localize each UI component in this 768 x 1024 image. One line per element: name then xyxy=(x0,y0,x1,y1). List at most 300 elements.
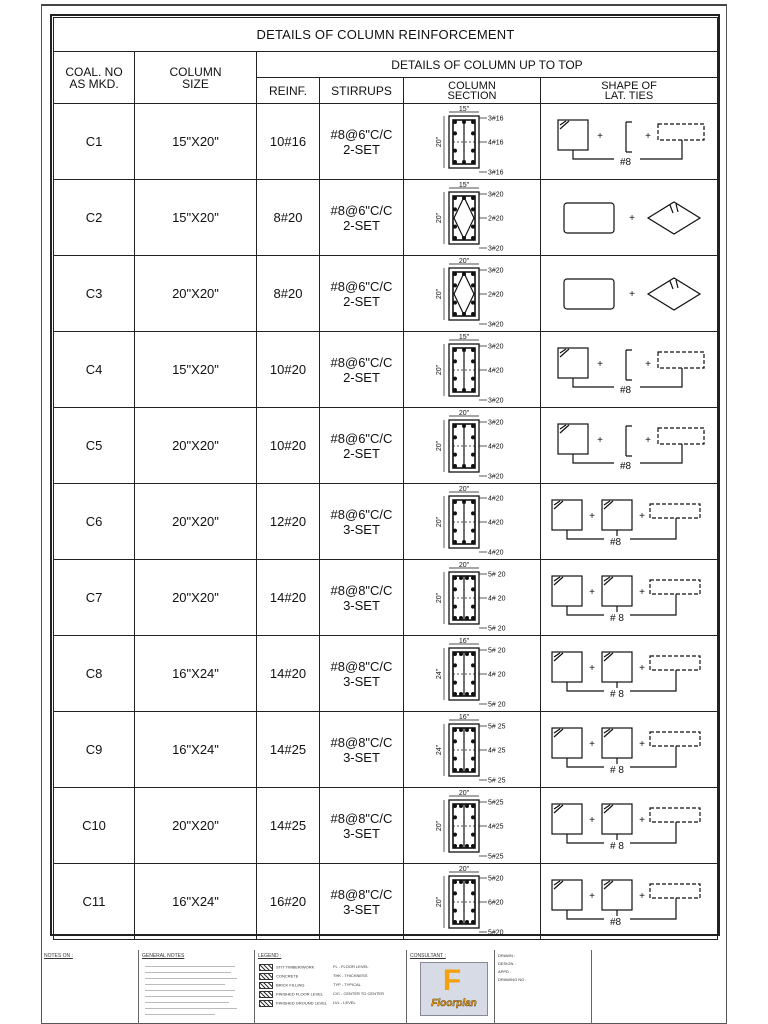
stirrups xyxy=(320,332,404,408)
rebar-top xyxy=(471,652,475,656)
rebar-bottom xyxy=(453,540,457,544)
section-middle-bars-label: 4# 25 xyxy=(488,747,506,754)
rebar-side xyxy=(471,891,475,895)
stirrup-spacing: #8@6"C/C xyxy=(330,202,393,218)
rebar-side xyxy=(453,891,457,895)
rebar-side xyxy=(471,131,475,135)
rebar-top xyxy=(471,880,475,884)
rebar-side xyxy=(453,756,457,760)
rebar-side xyxy=(453,604,457,608)
cross-tie-shape xyxy=(626,350,632,380)
rebar-top xyxy=(453,804,457,808)
plus-icon: + xyxy=(589,586,595,598)
table-row xyxy=(54,788,718,864)
column-section xyxy=(404,104,541,180)
section-top-bars-label: 3#20 xyxy=(488,191,504,198)
meta-item: DRAWN : xyxy=(498,953,516,958)
section-middle-bars-label: 2#20 xyxy=(488,291,504,298)
stirrup-spacing: #8@6"C/C xyxy=(330,354,393,370)
section-top-bars-label: 3#20 xyxy=(488,267,504,274)
lateral-ties-drawing xyxy=(544,335,714,405)
square-tie-2 xyxy=(602,804,632,834)
rebar-side xyxy=(471,528,475,532)
column-section-drawing xyxy=(407,182,537,254)
legend-swatch xyxy=(259,991,273,998)
section-middle-bars-label: 2#20 xyxy=(488,215,504,222)
stirrups xyxy=(320,256,404,332)
table-row xyxy=(54,332,718,408)
dashed-tie xyxy=(658,352,704,368)
rebar-side xyxy=(453,131,457,135)
column-size: 20"X20" xyxy=(135,484,257,560)
rebar-top xyxy=(453,348,457,352)
cross-tie-shape xyxy=(626,122,632,152)
rebar-bottom xyxy=(471,920,475,924)
section-top-bars-label: 3#16 xyxy=(488,115,504,122)
title-block xyxy=(41,950,727,1024)
section-middle-bars-label: 6#20 xyxy=(488,899,504,906)
abbreviation-item: THK - THICKNESS xyxy=(333,973,368,978)
legend-box xyxy=(254,950,406,1024)
plus-icon: + xyxy=(639,814,645,826)
rebar-bottom xyxy=(453,768,457,772)
column-size: 16"X24" xyxy=(135,712,257,788)
column-section-drawing xyxy=(407,866,537,938)
rebar-top xyxy=(465,652,469,656)
rebar-bottom xyxy=(471,692,475,696)
lateral-ties-drawing xyxy=(544,867,714,937)
plus-icon: + xyxy=(629,288,635,300)
legend-item-label: FINISHED FLOOR LEVEL xyxy=(276,991,324,997)
rebar-top xyxy=(471,196,475,200)
stirrup-spacing: #8@8"C/C xyxy=(330,886,393,902)
tie-hooks xyxy=(554,881,563,889)
plus-icon: + xyxy=(597,130,603,142)
tie-hooks xyxy=(670,204,678,213)
header-column-section-line1: COLUMN xyxy=(448,79,496,92)
reinforcement: 12#20 xyxy=(257,484,320,560)
rebar-bottom xyxy=(465,616,469,620)
column-mark: C2 xyxy=(54,180,135,256)
header-stirrups: STIRRUPS xyxy=(320,78,404,104)
legend-swatch xyxy=(259,1000,273,1007)
section-middle-bars-label: 4#16 xyxy=(488,139,504,146)
rebar-top xyxy=(471,348,475,352)
square-tie xyxy=(558,424,588,454)
rebar-side xyxy=(471,604,475,608)
section-top-bars-label: 5#20 xyxy=(488,875,504,882)
dashed-tie xyxy=(658,124,704,140)
rebar-top xyxy=(462,348,466,352)
lateral-ties-shape xyxy=(541,864,718,940)
reinforcement: 10#16 xyxy=(257,104,320,180)
tie-bar-label: #8 xyxy=(610,536,622,548)
plus-icon: + xyxy=(645,358,651,370)
header-column-no-line2: AS MKD. xyxy=(69,76,119,91)
plus-icon: + xyxy=(645,434,651,446)
rebar-bottom xyxy=(453,236,457,240)
stirrup-spacing: #8@8"C/C xyxy=(330,658,393,674)
column-size: 16"X24" xyxy=(135,864,257,940)
abbreviation-item: FL - FLOOR LEVEL xyxy=(333,964,369,969)
column-mark: C11 xyxy=(54,864,135,940)
column-mark: C3 xyxy=(54,256,135,332)
square-tie-2 xyxy=(602,500,632,530)
rebar-top xyxy=(471,804,475,808)
section-width-label: 16" xyxy=(458,637,470,645)
rebar-top xyxy=(453,576,457,580)
square-tie xyxy=(558,120,588,150)
column-section xyxy=(404,788,541,864)
section-width-label: 20" xyxy=(458,561,470,569)
column-section xyxy=(404,864,541,940)
column-mark: C4 xyxy=(54,332,135,408)
rebar-side xyxy=(453,207,457,211)
rebar-side xyxy=(471,376,475,380)
tie-leader xyxy=(567,898,676,919)
header-reinf: REINF. xyxy=(257,78,320,104)
legend-item xyxy=(259,973,329,981)
rebar-bottom xyxy=(453,616,457,620)
square-tie-2 xyxy=(602,576,632,606)
dashed-tie xyxy=(650,504,700,518)
stirrup-spacing: #8@6"C/C xyxy=(330,430,393,446)
stirrup-spacing: #8@6"C/C xyxy=(330,506,393,522)
rebar-top xyxy=(453,728,457,732)
stirrup-spacing: #8@8"C/C xyxy=(330,582,393,598)
reinforcement: 14#20 xyxy=(257,636,320,712)
rebar-side xyxy=(471,756,475,760)
lateral-ties-shape xyxy=(541,560,718,636)
tie-bar-label: #8 xyxy=(620,460,632,472)
blank-box xyxy=(591,950,727,1024)
section-middle-bars-label: 4# 20 xyxy=(488,671,506,678)
column-mark: C6 xyxy=(54,484,135,560)
section-bottom-bars-label: 3#20 xyxy=(488,321,504,328)
column-section-drawing xyxy=(407,258,537,330)
diamond-tie-shape xyxy=(648,278,700,310)
column-size: 15"X20" xyxy=(135,180,257,256)
section-bottom-bars-label: 3#20 xyxy=(488,245,504,252)
rebar-bottom xyxy=(471,464,475,468)
rebar-top xyxy=(465,804,469,808)
section-width-label: 20" xyxy=(458,789,470,797)
abbreviation-item: LVL - LEVEL xyxy=(333,1000,356,1005)
rebar-bottom xyxy=(462,388,466,392)
column-reinforcement-table xyxy=(53,17,718,940)
section-middle-bars-label: 4#20 xyxy=(488,443,504,450)
table-row xyxy=(54,712,718,788)
header-column-no xyxy=(54,52,135,104)
column-mark: C8 xyxy=(54,636,135,712)
table-row xyxy=(54,636,718,712)
plus-icon: + xyxy=(639,586,645,598)
rebar-bottom xyxy=(471,388,475,392)
section-height-label: 20" xyxy=(436,896,443,907)
rebar-side xyxy=(471,832,475,836)
rebar-side xyxy=(453,452,457,456)
square-tie xyxy=(552,500,582,530)
rebar-top xyxy=(453,272,457,276)
header-column-section xyxy=(404,78,541,104)
rebar-side xyxy=(453,435,457,439)
column-section-drawing xyxy=(407,106,537,178)
legend-swatch xyxy=(259,964,273,971)
square-tie-2 xyxy=(602,652,632,682)
rebar-bottom xyxy=(471,160,475,164)
rebar-bottom xyxy=(453,920,457,924)
tie-leader xyxy=(567,670,676,691)
rebar-bottom xyxy=(465,844,469,848)
stirrup-spacing: #8@8"C/C xyxy=(330,734,393,750)
column-section xyxy=(404,560,541,636)
rebar-side xyxy=(453,283,457,287)
square-tie xyxy=(558,348,588,378)
section-width-label: 15" xyxy=(458,181,470,189)
rebar-bottom xyxy=(465,920,469,924)
tie-hooks xyxy=(604,577,613,585)
logo-text: Floorplan xyxy=(431,998,477,1009)
plus-icon: + xyxy=(597,358,603,370)
square-tie xyxy=(552,652,582,682)
stirrup-spacing: #8@8"C/C xyxy=(330,810,393,826)
plus-icon: + xyxy=(589,814,595,826)
tie-bar-label: #8 xyxy=(620,156,632,168)
section-height-label: 24" xyxy=(436,744,443,755)
rebar-bottom xyxy=(459,844,463,848)
lateral-ties-drawing xyxy=(544,639,714,709)
section-width-label: 15" xyxy=(458,333,470,341)
consultant-title: CONSULTANT : xyxy=(410,953,446,959)
legend-swatch xyxy=(259,973,273,980)
tie-hooks xyxy=(604,501,613,509)
column-section xyxy=(404,636,541,712)
tie-bar-label: # 8 xyxy=(610,688,624,700)
rebar-side xyxy=(471,435,475,439)
lateral-ties-shape xyxy=(541,180,718,256)
column-section xyxy=(404,180,541,256)
section-width-label: 16" xyxy=(458,713,470,721)
column-section-drawing xyxy=(407,410,537,482)
rebar-top xyxy=(471,728,475,732)
stirrup-sets: 2-SET xyxy=(343,293,380,309)
stirrups xyxy=(320,788,404,864)
column-section-drawing xyxy=(407,790,537,862)
section-top-bars-label: 3#20 xyxy=(488,343,504,350)
tie-hooks xyxy=(604,729,613,737)
tie-hooks xyxy=(554,805,563,813)
table-row xyxy=(54,104,718,180)
rebar-top xyxy=(462,120,466,124)
plus-icon: + xyxy=(639,890,645,902)
rebar-bottom xyxy=(459,768,463,772)
stirrups xyxy=(320,104,404,180)
rebar-side xyxy=(471,359,475,363)
tie-leader xyxy=(567,518,676,539)
rebar-top xyxy=(462,424,466,428)
rebar-bottom xyxy=(471,312,475,316)
tie-hooks xyxy=(560,349,569,357)
column-mark: C1 xyxy=(54,104,135,180)
rebar-side xyxy=(453,680,457,684)
rebar-side xyxy=(471,663,475,667)
section-bottom-bars-label: 5# 25 xyxy=(488,777,506,784)
section-bottom-bars-label: 5#20 xyxy=(488,929,504,936)
company-logo xyxy=(420,962,488,1016)
column-section xyxy=(404,256,541,332)
rebar-side xyxy=(453,511,457,515)
stirrup-sets: 3-SET xyxy=(343,825,380,841)
section-top-bars-label: 4#20 xyxy=(488,495,504,502)
rebar-side xyxy=(471,283,475,287)
lateral-ties-shape xyxy=(541,256,718,332)
diamond-tie-shape xyxy=(648,202,700,234)
rebar-side xyxy=(453,359,457,363)
header-group-details: DETAILS OF COLUMN UP TO TOP xyxy=(257,52,718,78)
rebar-top xyxy=(465,576,469,580)
rebar-side xyxy=(471,300,475,304)
plus-icon: + xyxy=(589,510,595,522)
rebar-bottom xyxy=(471,616,475,620)
rebar-top xyxy=(453,120,457,124)
dashed-tie xyxy=(650,580,700,594)
rebar-bottom xyxy=(459,616,463,620)
stirrups xyxy=(320,408,404,484)
section-height-label: 20" xyxy=(436,288,443,299)
plus-icon: + xyxy=(597,434,603,446)
table-title: DETAILS OF COLUMN REINFORCEMENT xyxy=(54,18,718,52)
header-column-section-line2: SECTION xyxy=(447,89,497,102)
section-width-label: 20" xyxy=(458,865,470,873)
rebar-top xyxy=(459,652,463,656)
rebar-bottom xyxy=(471,768,475,772)
stirrups xyxy=(320,864,404,940)
rebar-side xyxy=(453,224,457,228)
plus-icon: + xyxy=(589,890,595,902)
rebar-bottom xyxy=(462,160,466,164)
rebar-side xyxy=(453,663,457,667)
dashed-tie xyxy=(650,732,700,746)
dashed-tie xyxy=(658,428,704,444)
column-size: 16"X24" xyxy=(135,636,257,712)
lateral-ties-shape xyxy=(541,104,718,180)
tie-hooks xyxy=(554,577,563,585)
tie-hooks xyxy=(554,653,563,661)
meta-box xyxy=(494,950,591,1024)
plus-icon: + xyxy=(639,662,645,674)
lateral-ties-shape xyxy=(541,788,718,864)
rebar-bottom xyxy=(465,768,469,772)
section-top-bars-label: 5# 20 xyxy=(488,647,506,654)
lateral-ties-drawing xyxy=(544,791,714,861)
section-middle-bars-label: 4#25 xyxy=(488,823,504,830)
rebar-top xyxy=(471,424,475,428)
rebar-side xyxy=(453,587,457,591)
notes-title: NOTES ON : xyxy=(44,953,73,959)
legend-item xyxy=(259,982,329,990)
rebar-bottom xyxy=(462,464,466,468)
column-mark: C5 xyxy=(54,408,135,484)
plus-icon: + xyxy=(589,738,595,750)
rebar-side xyxy=(471,511,475,515)
square-tie xyxy=(552,728,582,758)
rebar-side xyxy=(453,528,457,532)
legend-item-label: CONCRETE xyxy=(276,973,299,979)
legend-title: LEGEND : xyxy=(258,953,282,959)
tie-leader xyxy=(567,822,676,843)
column-size: 20"X20" xyxy=(135,408,257,484)
column-size: 20"X20" xyxy=(135,256,257,332)
column-section-drawing xyxy=(407,334,537,406)
section-top-bars-label: 3#20 xyxy=(488,419,504,426)
rebar-top xyxy=(471,500,475,504)
tie-bar-label: # 8 xyxy=(610,840,624,852)
tie-bar-label: # 8 xyxy=(610,764,624,776)
lateral-ties-drawing xyxy=(544,487,714,557)
rebar-side xyxy=(471,148,475,152)
rebar-bottom xyxy=(453,692,457,696)
header-shape-of-ties xyxy=(541,78,718,104)
reinforcement: 16#20 xyxy=(257,864,320,940)
section-bottom-bars-label: 3#20 xyxy=(488,473,504,480)
stirrup-spacing: #8@6"C/C xyxy=(330,278,393,294)
stirrup-sets: 2-SET xyxy=(343,445,380,461)
stirrup-spacing: #8@6"C/C xyxy=(330,126,393,142)
rebar-side xyxy=(471,739,475,743)
rebar-top xyxy=(471,272,475,276)
logo-mark-icon: F xyxy=(442,964,462,997)
stirrups xyxy=(320,636,404,712)
rebar-bottom xyxy=(462,236,466,240)
lateral-ties-shape xyxy=(541,636,718,712)
section-bottom-bars-label: 5#25 xyxy=(488,853,504,860)
section-height-label: 20" xyxy=(436,440,443,451)
square-tie xyxy=(552,576,582,606)
rebar-top xyxy=(471,120,475,124)
legend-item xyxy=(259,991,329,999)
legend-item-label: FINISHED GROUND LEVEL xyxy=(276,1000,328,1006)
table-row xyxy=(54,256,718,332)
legend-swatch xyxy=(259,982,273,989)
section-bottom-bars-label: 4#20 xyxy=(488,549,504,556)
rebar-top xyxy=(459,880,463,884)
section-middle-bars-label: 4#20 xyxy=(488,367,504,374)
section-bottom-bars-label: 5# 20 xyxy=(488,625,506,632)
lateral-ties-shape xyxy=(541,484,718,560)
square-tie xyxy=(552,880,582,910)
rebar-top xyxy=(465,880,469,884)
tie-bar-label: # 8 xyxy=(610,612,624,624)
legend-item xyxy=(259,964,329,972)
meta-item: APPD : xyxy=(498,969,512,974)
column-mark: C7 xyxy=(54,560,135,636)
rebar-top xyxy=(453,500,457,504)
rebar-side xyxy=(453,815,457,819)
tie-hooks xyxy=(554,501,563,509)
rebar-bottom xyxy=(462,312,466,316)
stirrups xyxy=(320,484,404,560)
rebar-side xyxy=(471,908,475,912)
reinforcement: 8#20 xyxy=(257,180,320,256)
rebar-side xyxy=(453,739,457,743)
tie-hooks xyxy=(560,425,569,433)
plus-icon: + xyxy=(639,738,645,750)
column-section-drawing xyxy=(407,638,537,710)
column-mark: C9 xyxy=(54,712,135,788)
rebar-top xyxy=(465,728,469,732)
general-notes-title: GENERAL NOTES xyxy=(142,953,185,959)
rebar-bottom xyxy=(465,692,469,696)
